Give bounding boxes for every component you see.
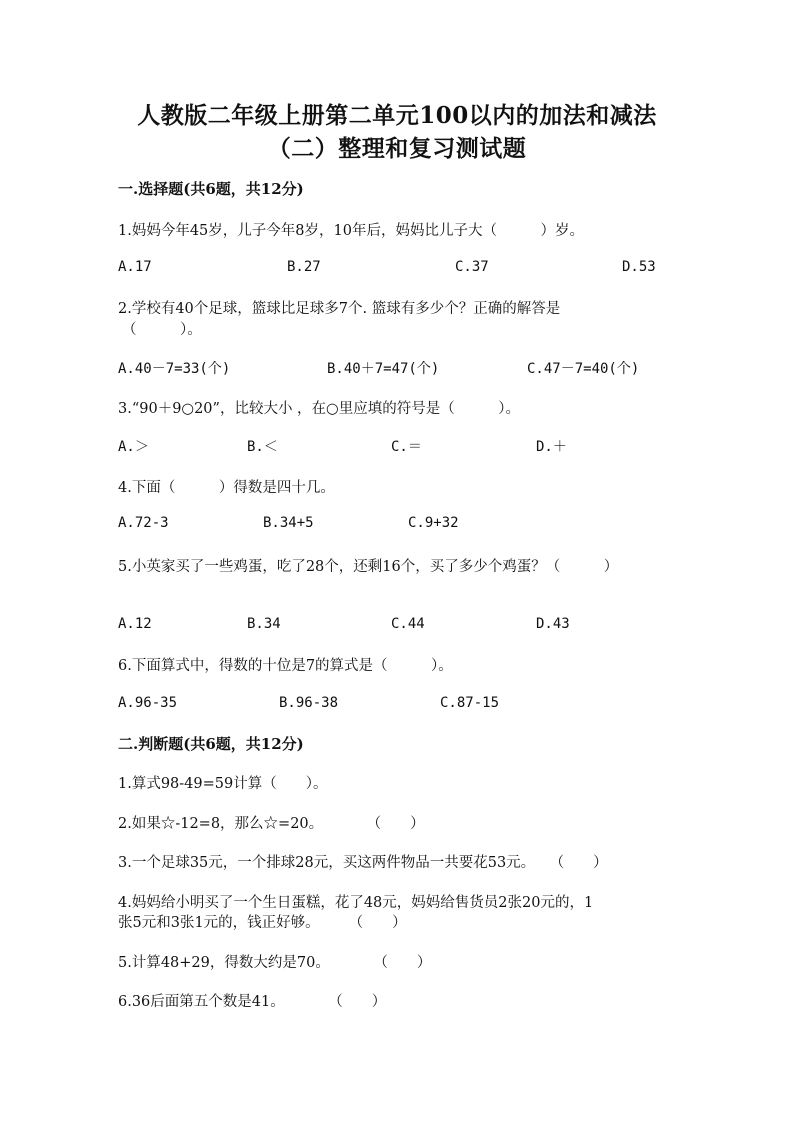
page-title-line2: （二）整理和复习测试题 [267, 135, 527, 162]
option-c: C.47－7=40(个) [527, 361, 640, 377]
question-text: 1.妈妈今年45岁，儿子今年8岁，10年后，妈妈比儿子大（ ）岁。 [118, 223, 584, 239]
option-a: A.17 [118, 259, 152, 275]
option-c: C.9+32 [408, 515, 459, 531]
option-a: A.12 [118, 616, 152, 632]
section-heading-judgement: 二.判断题(共6题，共12分) [118, 735, 304, 753]
option-b: B.96-38 [279, 695, 339, 711]
option-c: C.＝ [391, 439, 422, 455]
option-b: B.27 [287, 259, 321, 275]
question-text-continued: （ ）。 [122, 322, 202, 338]
question-text: 5.计算48+29，得数大约是70。 （ ） [118, 955, 432, 971]
section-heading-choice: 一.选择题(共6题，共12分) [118, 180, 304, 198]
question-text: 6.36后面第五个数是41。 （ ） [118, 994, 387, 1010]
question-text: 5.小英家买了一些鸡蛋，吃了28个，还剩16个，买了多少个鸡蛋？（ ） [118, 559, 619, 575]
option-a: A.72-3 [118, 515, 169, 531]
option-c: C.37 [455, 259, 489, 275]
option-b: B.34 [247, 616, 281, 632]
option-c: C.87-15 [440, 695, 500, 711]
question-text: 3.一个足球35元，一个排球28元，买这两件物品一共要花53元。 （ ） [118, 855, 608, 871]
option-a: A.96-35 [118, 695, 178, 711]
option-b: B.34+5 [263, 515, 314, 531]
question-text: 1.算式98-49=59计算（ ）。 [118, 776, 328, 792]
question-text: 4.妈妈给小明买了一个生日蛋糕，花了48元，妈妈给售货员2张20元的，1 [118, 895, 594, 911]
question-text: 2.如果☆-12=8，那么☆=20。 （ ） [118, 816, 425, 832]
option-d: D.＋ [536, 439, 567, 455]
option-a: A.＞ [118, 439, 149, 455]
question-text: 3.“90＋9○20”，比较大小 ，在○里应填的符号是（ ）。 [118, 401, 520, 417]
option-c: C.44 [391, 616, 425, 632]
question-text: 6.下面算式中，得数的十位是7的算式是（ ）。 [118, 658, 453, 674]
question-text: 4.下面（ ）得数是四十几。 [118, 480, 335, 496]
option-a: A.40－7=33(个) [118, 361, 231, 377]
question-text-continued: 张5元和3张1元的，钱正好够。 （ ） [118, 915, 407, 931]
page-title-line1: 人教版二年级上册第二单元100以内的加法和减法 [137, 102, 657, 129]
option-d: D.43 [536, 616, 570, 632]
option-b: B.＜ [247, 439, 278, 455]
option-d: D.53 [622, 259, 656, 275]
question-text: 2.学校有40个足球，篮球比足球多7个. 篮球有多少个？正确的解答是 [118, 301, 561, 317]
option-b: B.40＋7=47(个) [327, 361, 440, 377]
